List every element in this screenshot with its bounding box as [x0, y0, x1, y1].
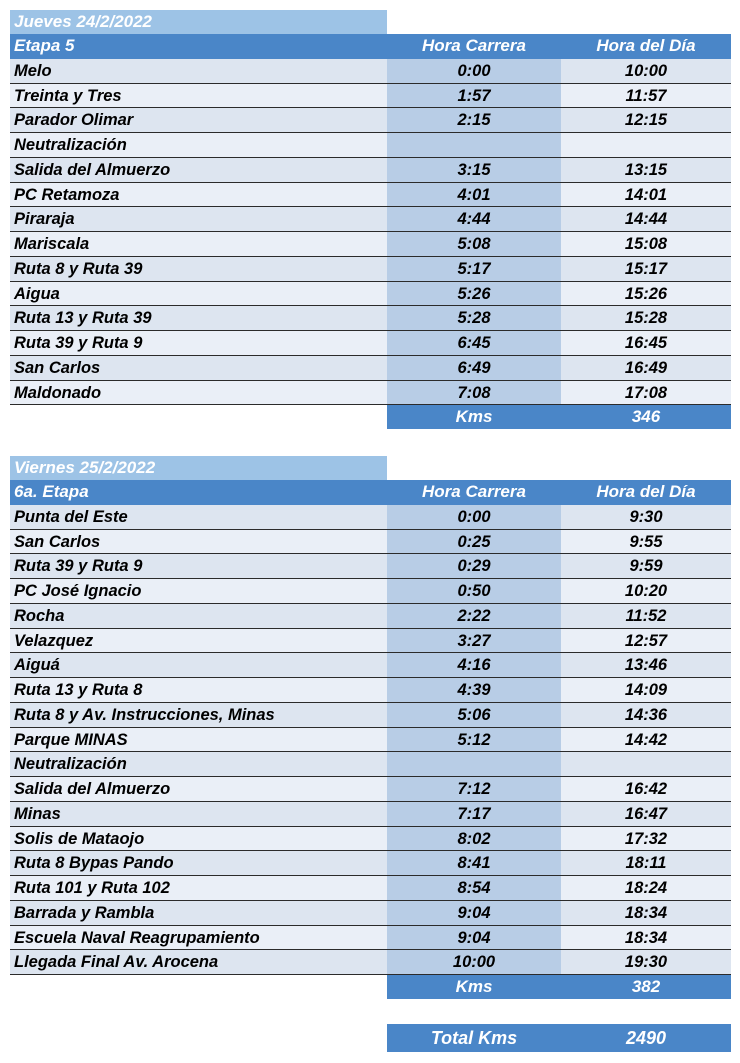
checkpoint-name: Ruta 8 Bypas Pando [14, 854, 174, 873]
header-race-time: Hora Carrera [422, 482, 526, 501]
race-time: 1:57 [387, 84, 561, 108]
table-row [10, 331, 731, 356]
checkpoint-name: Ruta 39 y Ruta 9 [14, 334, 143, 352]
table-header [10, 480, 731, 505]
race-time: 4:16 [387, 653, 561, 677]
checkpoint-name: Ruta 39 y Ruta 9 [14, 557, 143, 576]
checkpoint-name: PC José Ignacio [14, 582, 142, 600]
table-row [10, 629, 731, 654]
header-race-time: Hora Carrera [422, 36, 526, 55]
day-time: 13:15 [624, 160, 668, 179]
race-time: 6:49 [387, 356, 561, 380]
race-time: 4:01 [387, 183, 561, 207]
kms-label: Kms [455, 407, 493, 427]
table-row [10, 158, 731, 183]
table-row [10, 381, 731, 406]
day-time: 18:11 [625, 854, 667, 873]
checkpoint-name: Aiguá [14, 656, 60, 675]
race-time: 8:41 [387, 851, 561, 875]
day-time: 11:57 [625, 86, 667, 105]
table-row [10, 505, 731, 530]
checkpoint-name: Piraraja [14, 210, 75, 229]
table-row [10, 530, 731, 555]
kms-label: Kms [455, 977, 493, 996]
header-stage: Etapa 5 [14, 36, 75, 55]
checkpoint-name: Neutralización [14, 755, 127, 774]
table-row [10, 728, 731, 753]
day-time [561, 752, 731, 776]
day-time: 16:45 [624, 334, 668, 352]
day-time: 16:42 [624, 780, 668, 798]
day-time: 15:28 [624, 309, 668, 328]
header-stage: 6a. Etapa [14, 482, 89, 501]
race-time: 5:17 [387, 257, 561, 281]
day-time: 18:34 [624, 928, 668, 947]
total-kms-label: Total Kms [430, 1028, 518, 1048]
day-time: 14:01 [624, 185, 668, 204]
day-time: 15:08 [624, 235, 668, 253]
day-time: 15:26 [624, 284, 668, 303]
table-row [10, 579, 731, 604]
day-time: 13:46 [624, 656, 668, 675]
race-time: 0:00 [387, 59, 561, 83]
race-time: 2:22 [387, 604, 561, 628]
kms-value: 382 [631, 977, 661, 996]
checkpoint-name: Salida del Almuerzo [14, 780, 171, 798]
day-time: 10:00 [624, 61, 668, 80]
day-time: 9:55 [629, 532, 663, 551]
race-time: 0:00 [387, 505, 561, 529]
checkpoint-name: Rocha [14, 606, 65, 625]
day-time: 10:20 [624, 582, 668, 600]
day-time: 16:49 [624, 358, 668, 377]
checkpoint-name: San Carlos [14, 532, 101, 551]
day-time: 16:47 [624, 804, 668, 823]
day-header: Jueves 24/2/2022 [10, 10, 387, 34]
checkpoint-name: Neutralización [14, 136, 127, 154]
header-day-time: Hora del Día [596, 482, 696, 501]
checkpoint-name: Barrada y Rambla [14, 903, 155, 922]
day-time: 14:42 [624, 730, 668, 749]
table-row [10, 827, 731, 852]
checkpoint-name: Solis de Mataojo [14, 829, 145, 848]
race-time: 5:06 [387, 703, 561, 727]
checkpoint-name: Punta del Este [14, 507, 128, 526]
race-time: 5:28 [387, 306, 561, 330]
table-row [10, 802, 731, 827]
table-row [10, 653, 731, 678]
race-time: 0:50 [387, 579, 561, 603]
race-time: 4:44 [387, 207, 561, 231]
schedule-table [10, 59, 731, 406]
day-time: 9:59 [629, 557, 663, 576]
race-time: 7:08 [387, 381, 561, 405]
checkpoint-name: Llegada Final Av. Arocena [14, 953, 219, 972]
race-time: 3:27 [387, 629, 561, 653]
table-row [10, 876, 731, 901]
race-time [387, 133, 561, 157]
checkpoint-name: Parador Olimar [14, 111, 134, 130]
race-time: 6:45 [387, 331, 561, 355]
checkpoint-name: Velazquez [14, 631, 94, 650]
race-time: 5:08 [387, 232, 561, 256]
day-time: 9:30 [629, 507, 663, 526]
kms-value: 346 [631, 407, 661, 427]
day-time: 11:52 [625, 606, 667, 625]
day-time: 17:08 [624, 383, 668, 402]
table-row [10, 851, 731, 876]
checkpoint-name: Ruta 13 y Ruta 8 [14, 681, 143, 699]
checkpoint-name: San Carlos [14, 358, 101, 377]
race-time [387, 752, 561, 776]
race-time: 7:12 [387, 777, 561, 801]
day-time: 14:36 [624, 705, 668, 724]
table-row [10, 777, 731, 802]
race-time: 4:39 [387, 678, 561, 702]
table-row [10, 356, 731, 381]
table-row [10, 59, 731, 84]
checkpoint-name: Ruta 101 y Ruta 102 [14, 879, 170, 897]
header-day-time: Hora del Día [596, 36, 696, 55]
race-time: 7:17 [387, 802, 561, 826]
schedule-table [10, 505, 731, 975]
day-time: 19:30 [624, 953, 668, 972]
race-time: 9:04 [387, 901, 561, 925]
race-time: 5:26 [387, 282, 561, 306]
checkpoint-name: Minas [14, 804, 61, 823]
day-time: 14:09 [624, 681, 668, 699]
table-row [10, 84, 731, 109]
table-row [10, 232, 731, 257]
kms-row [387, 975, 731, 999]
kms-row [387, 405, 731, 429]
stage-5-section [10, 10, 731, 429]
table-row [10, 703, 731, 728]
checkpoint-name: Ruta 8 y Ruta 39 [14, 259, 143, 278]
table-row [10, 926, 731, 951]
checkpoint-name: Aigua [14, 284, 60, 303]
day-time: 12:15 [624, 111, 668, 130]
race-time: 5:12 [387, 728, 561, 752]
day-time: 18:24 [624, 879, 668, 897]
race-time: 0:25 [387, 530, 561, 554]
checkpoint-name: Treinta y Tres [14, 86, 122, 105]
table-row [10, 133, 731, 158]
stage-6-section [10, 456, 731, 999]
checkpoint-name: Escuela Naval Reagrupamiento [14, 928, 260, 947]
day-time: 12:57 [624, 631, 668, 650]
checkpoint-name: Salida del Almuerzo [14, 160, 171, 179]
race-time: 9:04 [387, 926, 561, 950]
race-time: 10:00 [387, 950, 561, 974]
table-row [10, 901, 731, 926]
race-time: 8:54 [387, 876, 561, 900]
race-time: 0:29 [387, 554, 561, 578]
checkpoint-name: Melo [14, 61, 52, 80]
day-time: 18:34 [624, 903, 668, 922]
table-row [10, 752, 731, 777]
checkpoint-name: Ruta 8 y Av. Instrucciones, Minas [14, 705, 275, 724]
race-time: 8:02 [387, 827, 561, 851]
total-kms-value: 2490 [625, 1028, 667, 1048]
checkpoint-name: Ruta 13 y Ruta 39 [14, 309, 152, 328]
table-row [10, 282, 731, 307]
checkpoint-name: Mariscala [14, 235, 90, 253]
checkpoint-name: Parque MINAS [14, 730, 128, 749]
day-time [561, 133, 731, 157]
table-row [10, 554, 731, 579]
table-row [10, 108, 731, 133]
table-row [10, 604, 731, 629]
race-time: 2:15 [387, 108, 561, 132]
table-row [10, 678, 731, 703]
table-row [10, 950, 731, 975]
day-time: 14:44 [624, 210, 668, 229]
checkpoint-name: Maldonado [14, 383, 102, 402]
table-row [10, 183, 731, 208]
table-row [10, 207, 731, 232]
day-time: 15:17 [624, 259, 668, 278]
day-time: 17:32 [624, 829, 668, 848]
table-row [10, 306, 731, 331]
total-kms-row [387, 1024, 731, 1052]
race-time: 3:15 [387, 158, 561, 182]
table-header [10, 34, 731, 59]
table-row [10, 257, 731, 282]
day-header: Viernes 25/2/2022 [10, 456, 387, 480]
checkpoint-name: PC Retamoza [14, 185, 120, 204]
